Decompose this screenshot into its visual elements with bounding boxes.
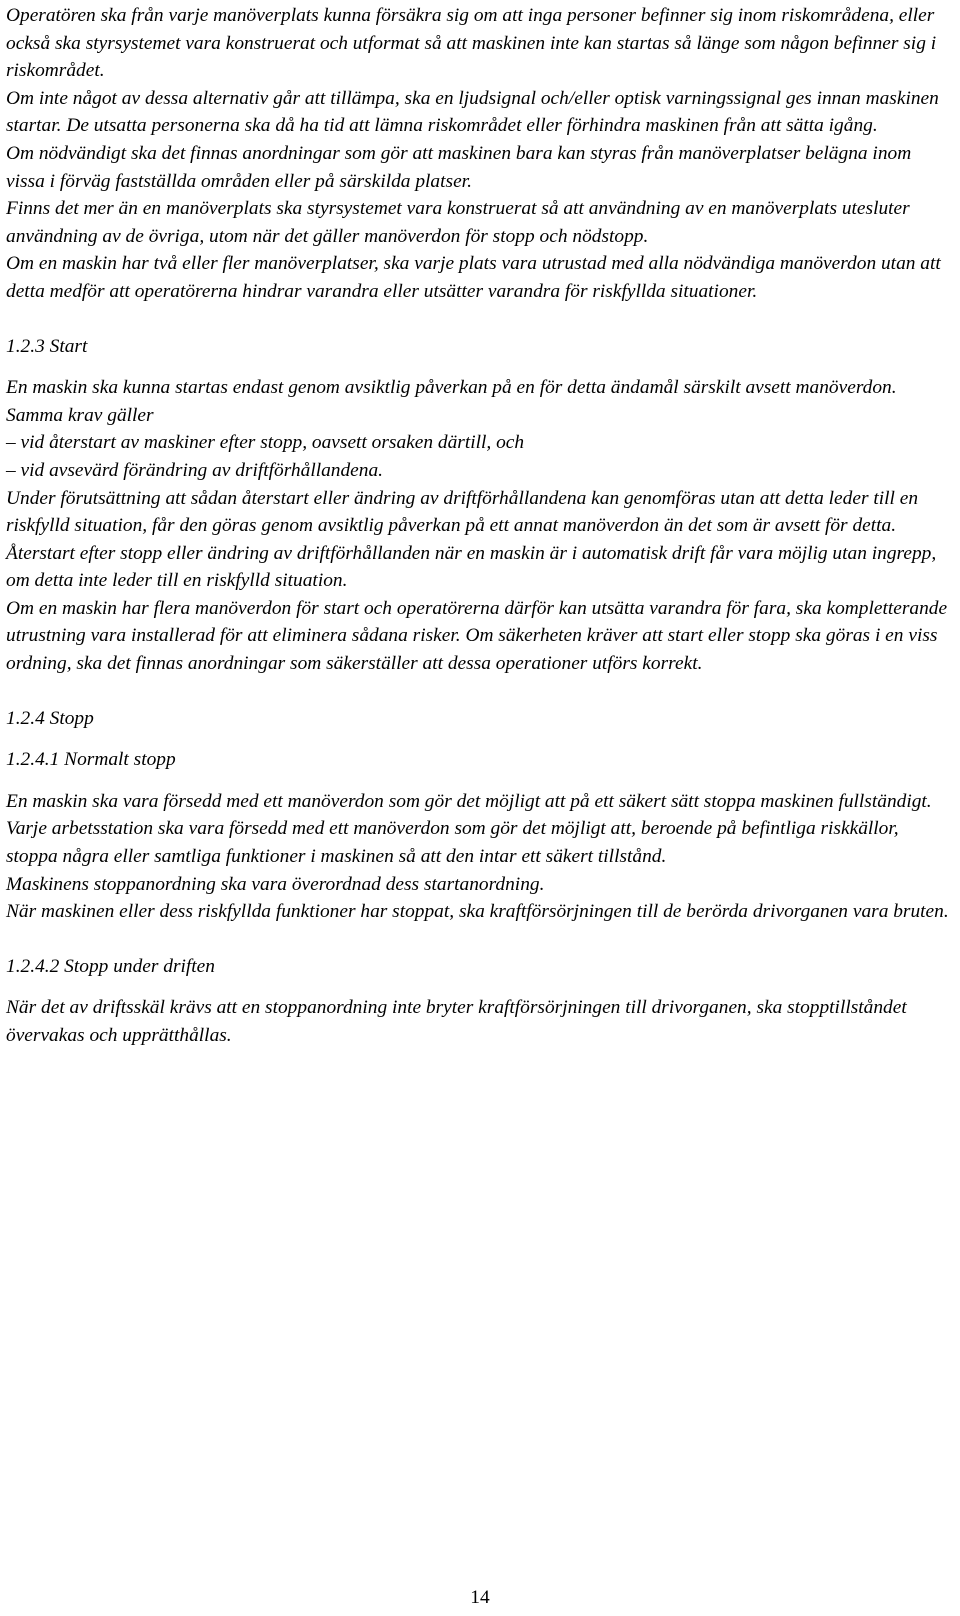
paragraph: När det av driftsskäl krävs att en stoppanordning inte bryter kraftförsörjningen till drivorganen, ska stopptillståndet övervakas och upprätthållas.	[6, 997, 907, 1046]
list-item: – vid avsevärd förändring av driftförhållandena.	[6, 459, 384, 481]
section-heading: 1.2.4 Stopp	[6, 707, 94, 729]
section-stop	[6, 705, 950, 733]
section-heading: 1.2.3 Start	[6, 335, 88, 357]
paragraph: En maskin ska kunna startas endast genom avsiktlig påverkan på en för detta ändamål särskilt avsett manöverdon.	[6, 377, 897, 399]
paragraph: Varje arbetsstation ska vara försedd med ett manöverdon som gör det möjligt att, beroende på befintliga riskkällor, stoppa några eller samtliga funktioner i maskinen så att den intar ett säkert tillstånd.	[6, 818, 899, 868]
paragraph: Om en maskin har flera manöverdon för start och operatörerna därför kan utsätta varandra för fara, ska kompletterande utrustning vara installerad för att eliminera sådana risker. Om säkerheten kräver att start eller stopp ska göras i en viss ordning, ska det finnas anordningar som säkerställer att dessa operationer utförs korrekt.	[6, 597, 948, 675]
page-number: 14	[470, 1587, 490, 1608]
paragraph: Finns det mer än en manöverplats ska styrsystemet vara konstruerat så att användning av en manöverplats utesluter användning av de övriga, utom när det gäller manöverdon för stopp och nödstopp.	[6, 198, 910, 247]
list-item: – vid återstart av maskiner efter stopp, oavsett orsaken därtill, och	[6, 432, 525, 454]
paragraph: Om nödvändigt ska det finnas anordningar som gör att maskinen bara kan styras från manöverplatser belägna inom vissa i förväg fastställda områden eller på särskilda platser.	[6, 142, 912, 192]
section-normal-stop	[6, 746, 950, 926]
section-heading: 1.2.4.1 Normalt stopp	[6, 749, 176, 771]
intro-block	[6, 2, 950, 306]
paragraph: Maskinens stoppanordning ska vara överordnad dess startanordning.	[6, 873, 545, 895]
paragraph: Samma krav gäller	[6, 404, 154, 426]
paragraph: Återstart efter stopp eller ändring av driftförhållanden när en maskin är i automatisk drift får vara möjlig utan ingrepp, om detta inte leder till en riskfylld situation.	[6, 542, 937, 592]
paragraph: Under förutsättning att sådan återstart eller ändring av driftförhållandena kan genomföras utan att detta leder till en riskfylld situation, får den göras genom avsiktlig påverkan på ett annat manöverdon än det som är avsett för detta.	[6, 487, 919, 537]
paragraph: Om inte något av dessa alternativ går att tillämpa, ska en ljudsignal och/eller optisk varningssignal ges innan maskinen startar. De utsatta personerna ska då ha tid att lämna riskområdet eller förhindra maskinen från att sätta igång.	[6, 87, 939, 137]
section-heading: 1.2.4.2 Stopp under driften	[6, 955, 215, 977]
paragraph: Operatören ska från varje manöverplats kunna försäkra sig om att inga personer befinner sig inom riskområdena, eller också ska styrsystemet vara konstruerat och utformat så att maskinen inte kan startas så länge som någon befinner sig i riskområdet.	[6, 5, 937, 82]
section-start	[6, 333, 950, 678]
paragraph: En maskin ska vara försedd med ett manöverdon som gör det möjligt att på ett säkert sätt stoppa maskinen fullständigt.	[6, 790, 932, 812]
paragraph: Om en maskin har två eller fler manöverplatser, ska varje plats vara utrustad med alla nödvändiga manöverdon utan att detta medför att operatörerna hindrar varandra eller utsätter varandra för riskfyllda situationer.	[6, 253, 941, 302]
paragraph: När maskinen eller dess riskfyllda funktioner har stoppat, ska kraftförsörjningen till de berörda drivorganen vara bruten.	[6, 901, 949, 923]
document-page	[6, 2, 950, 1050]
section-stop-operation	[6, 953, 950, 1050]
